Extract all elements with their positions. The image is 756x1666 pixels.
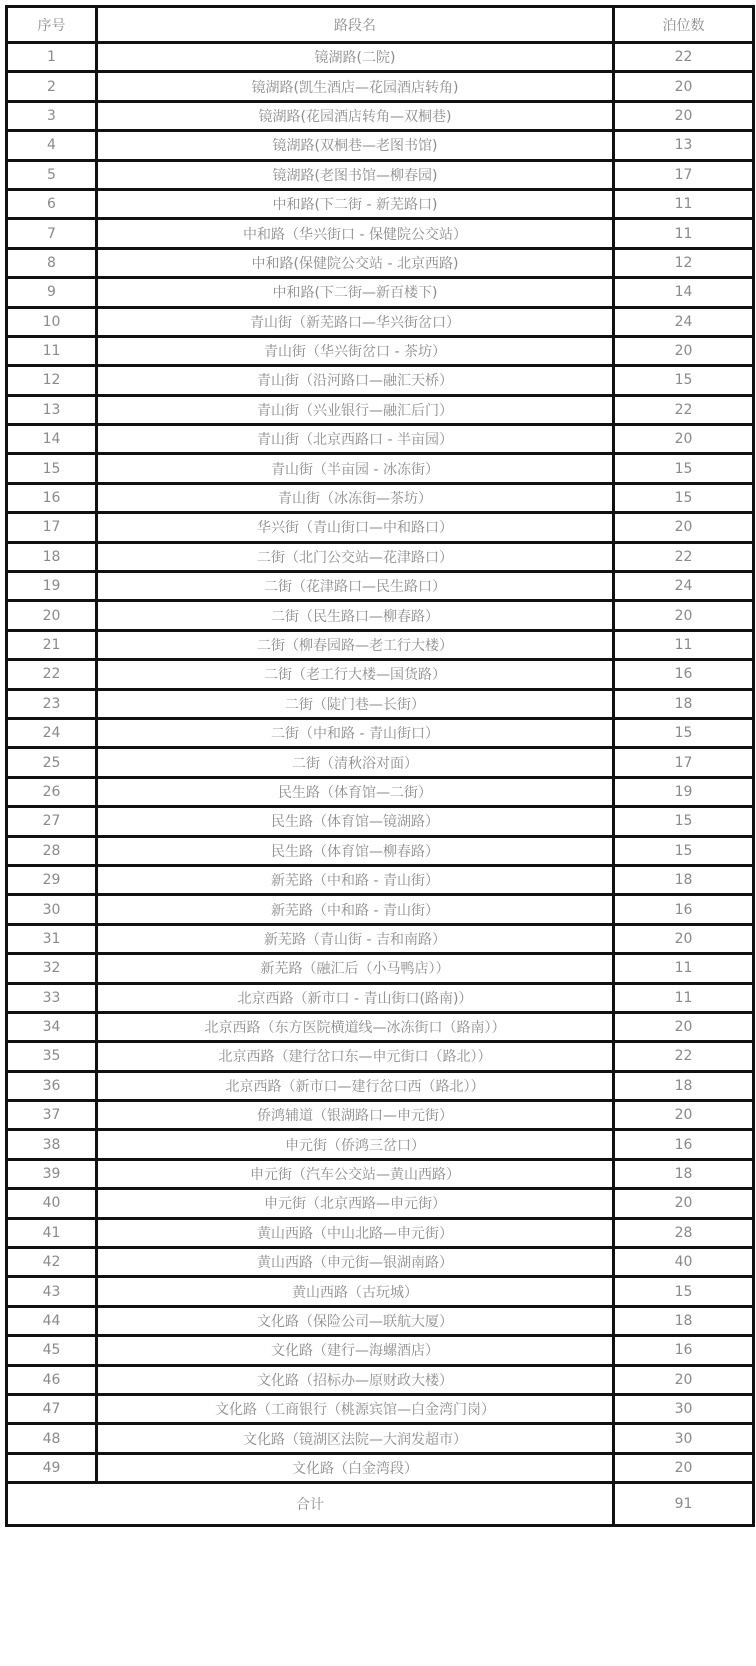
table-row (7, 983, 754, 1012)
row-road-name: 二街（清秋浴对面） (97, 748, 614, 777)
row-spaces: 11 (614, 983, 754, 1012)
row-road-name: 文化路（白金湾段） (97, 1453, 614, 1482)
row-index: 11 (7, 336, 97, 365)
row-index: 45 (7, 1336, 97, 1365)
row-index: 42 (7, 1248, 97, 1277)
table-row (7, 513, 754, 542)
row-road-name: 申元街（侨鸿三岔口） (97, 1130, 614, 1159)
row-spaces: 17 (614, 748, 754, 777)
row-index: 16 (7, 483, 97, 512)
row-road-name: 北京西路（东方医院横道线—冰冻街口（路南）） (97, 1012, 614, 1041)
row-road-name: 侨鸿辅道（银湖路口—申元街） (97, 1101, 614, 1130)
row-road-name: 中和路（华兴街口 - 保健院公交站） (97, 219, 614, 248)
row-road-name: 华兴街（青山街口—中和路口） (97, 513, 614, 542)
row-road-name: 青山街（新芜路口—华兴街岔口） (97, 307, 614, 336)
row-index: 28 (7, 836, 97, 865)
row-index: 31 (7, 924, 97, 953)
row-index: 21 (7, 630, 97, 659)
table-row (7, 336, 754, 365)
table-row (7, 542, 754, 571)
header-row (7, 7, 754, 43)
row-spaces: 20 (614, 924, 754, 953)
table-row (7, 1248, 754, 1277)
table-row (7, 689, 754, 718)
row-spaces: 20 (614, 425, 754, 454)
row-road-name: 文化路（建行—海螺酒店） (97, 1336, 614, 1365)
row-road-name: 二街（北门公交站—花津路口） (97, 542, 614, 571)
header-spaces: 泊位数 (614, 7, 754, 43)
row-spaces: 13 (614, 131, 754, 160)
table-row (7, 1189, 754, 1218)
row-spaces: 16 (614, 660, 754, 689)
header-index: 序号 (7, 7, 97, 43)
table-row (7, 601, 754, 630)
row-road-name: 新芜路（中和路 - 青山街） (97, 895, 614, 924)
table-row (7, 777, 754, 806)
row-road-name: 文化路（保险公司—联航大厦） (97, 1306, 614, 1335)
table-row (7, 454, 754, 483)
row-road-name: 青山街（沿河路口—融汇天桥） (97, 366, 614, 395)
row-index: 41 (7, 1218, 97, 1247)
row-index: 43 (7, 1277, 97, 1306)
row-road-name: 黄山西路（古玩城） (97, 1277, 614, 1306)
row-road-name: 青山街（北京西路口 - 半亩园） (97, 425, 614, 454)
row-road-name: 青山街（半亩园 - 冰冻街） (97, 454, 614, 483)
row-index: 19 (7, 572, 97, 601)
row-spaces: 18 (614, 1159, 754, 1188)
row-road-name: 二街（陡门巷—长街） (97, 689, 614, 718)
row-spaces: 15 (614, 807, 754, 836)
table-row (7, 101, 754, 130)
table-row (7, 1042, 754, 1071)
parking-spaces-table (5, 5, 755, 1527)
row-index: 8 (7, 248, 97, 277)
total-value: 91 (614, 1483, 754, 1526)
row-road-name: 新芜路（青山街 - 吉和南路） (97, 924, 614, 953)
table-row (7, 366, 754, 395)
row-spaces: 18 (614, 1071, 754, 1100)
row-index: 32 (7, 954, 97, 983)
table-row (7, 630, 754, 659)
row-spaces: 11 (614, 630, 754, 659)
table-row (7, 1012, 754, 1041)
row-spaces: 18 (614, 865, 754, 894)
row-index: 36 (7, 1071, 97, 1100)
row-index: 6 (7, 189, 97, 218)
row-index: 1 (7, 43, 97, 72)
row-index: 35 (7, 1042, 97, 1071)
row-spaces: 18 (614, 1306, 754, 1335)
table-row (7, 1394, 754, 1423)
row-road-name: 青山街（冰冻街—茶坊） (97, 483, 614, 512)
table-row (7, 807, 754, 836)
row-spaces: 30 (614, 1424, 754, 1453)
table-row (7, 395, 754, 424)
row-road-name: 文化路（工商银行（桃源宾馆—白金湾门岗） (97, 1394, 614, 1423)
row-road-name: 镜湖路(双桐巷—老图书馆) (97, 131, 614, 160)
table-row (7, 572, 754, 601)
table-row (7, 219, 754, 248)
row-index: 12 (7, 366, 97, 395)
table-row (7, 1306, 754, 1335)
row-spaces: 40 (614, 1248, 754, 1277)
row-index: 37 (7, 1101, 97, 1130)
row-road-name: 民生路（体育馆—柳春路） (97, 836, 614, 865)
row-index: 9 (7, 278, 97, 307)
row-spaces: 11 (614, 189, 754, 218)
row-index: 38 (7, 1130, 97, 1159)
row-spaces: 18 (614, 689, 754, 718)
row-index: 29 (7, 865, 97, 894)
table-row (7, 1159, 754, 1188)
row-road-name: 二街（民生路口—柳春路） (97, 601, 614, 630)
row-spaces: 15 (614, 1277, 754, 1306)
row-spaces: 24 (614, 572, 754, 601)
row-road-name: 镜湖路(老图书馆—柳春园) (97, 160, 614, 189)
row-index: 34 (7, 1012, 97, 1041)
row-spaces: 15 (614, 366, 754, 395)
row-spaces: 20 (614, 1453, 754, 1482)
row-road-name: 北京西路（新市口—建行岔口西（路北）） (97, 1071, 614, 1100)
row-index: 25 (7, 748, 97, 777)
row-road-name: 青山街（华兴街岔口 - 茶坊） (97, 336, 614, 365)
row-spaces: 20 (614, 101, 754, 130)
row-spaces: 20 (614, 336, 754, 365)
table-row (7, 278, 754, 307)
row-index: 44 (7, 1306, 97, 1335)
row-spaces: 22 (614, 1042, 754, 1071)
row-road-name: 镜湖路(花园酒店转角—双桐巷) (97, 101, 614, 130)
total-row (7, 1483, 754, 1526)
row-road-name: 文化路（招标办—原财政大楼） (97, 1365, 614, 1394)
row-road-name: 二街（柳春园路—老工行大楼） (97, 630, 614, 659)
row-index: 30 (7, 895, 97, 924)
row-road-name: 中和路(保健院公交站 - 北京西路) (97, 248, 614, 277)
row-road-name: 文化路（镜湖区法院—大润发超市） (97, 1424, 614, 1453)
row-road-name: 新芜路（中和路 - 青山街） (97, 865, 614, 894)
table-row (7, 1277, 754, 1306)
row-road-name: 民生路（体育馆—镜湖路） (97, 807, 614, 836)
row-spaces: 20 (614, 1101, 754, 1130)
total-label: 合计 (7, 1483, 614, 1526)
row-spaces: 15 (614, 483, 754, 512)
row-road-name: 中和路(下二街—新百楼下) (97, 278, 614, 307)
table-row (7, 160, 754, 189)
row-index: 40 (7, 1189, 97, 1218)
row-index: 26 (7, 777, 97, 806)
row-index: 33 (7, 983, 97, 1012)
row-spaces: 24 (614, 307, 754, 336)
header-road-name: 路段名 (97, 7, 614, 43)
table-row (7, 1101, 754, 1130)
row-road-name: 申元街（北京西路—申元街） (97, 1189, 614, 1218)
table-row (7, 1218, 754, 1247)
row-index: 15 (7, 454, 97, 483)
table-row (7, 189, 754, 218)
row-spaces: 22 (614, 542, 754, 571)
row-spaces: 20 (614, 1365, 754, 1394)
table-row (7, 1424, 754, 1453)
row-spaces: 14 (614, 278, 754, 307)
table-row (7, 836, 754, 865)
table-row (7, 483, 754, 512)
row-road-name: 申元街（汽车公交站—黄山西路） (97, 1159, 614, 1188)
table-row (7, 895, 754, 924)
row-index: 46 (7, 1365, 97, 1394)
row-spaces: 28 (614, 1218, 754, 1247)
row-index: 18 (7, 542, 97, 571)
row-road-name: 中和路(下二街 - 新芜路口) (97, 189, 614, 218)
row-index: 39 (7, 1159, 97, 1188)
row-spaces: 16 (614, 1336, 754, 1365)
row-index: 2 (7, 72, 97, 101)
row-road-name: 青山街（兴业银行—融汇后门） (97, 395, 614, 424)
row-spaces: 11 (614, 954, 754, 983)
row-spaces: 15 (614, 454, 754, 483)
row-spaces: 20 (614, 1189, 754, 1218)
table-row (7, 660, 754, 689)
row-spaces: 20 (614, 601, 754, 630)
row-spaces: 16 (614, 895, 754, 924)
table-row (7, 865, 754, 894)
table-row (7, 248, 754, 277)
table-row (7, 425, 754, 454)
row-spaces: 30 (614, 1394, 754, 1423)
row-index: 14 (7, 425, 97, 454)
table-row (7, 131, 754, 160)
row-spaces: 11 (614, 219, 754, 248)
table-row (7, 1365, 754, 1394)
row-spaces: 15 (614, 718, 754, 747)
row-index: 22 (7, 660, 97, 689)
row-spaces: 22 (614, 395, 754, 424)
table-row (7, 748, 754, 777)
row-spaces: 20 (614, 513, 754, 542)
row-road-name: 黄山西路（申元街—银湖南路） (97, 1248, 614, 1277)
row-road-name: 二街（花津路口—民生路口） (97, 572, 614, 601)
row-road-name: 北京西路（建行岔口东—申元街口（路北）） (97, 1042, 614, 1071)
table-row (7, 1453, 754, 1482)
table-row (7, 43, 754, 72)
table-row (7, 307, 754, 336)
table-row (7, 1130, 754, 1159)
row-index: 23 (7, 689, 97, 718)
row-index: 5 (7, 160, 97, 189)
row-index: 7 (7, 219, 97, 248)
row-index: 17 (7, 513, 97, 542)
row-index: 47 (7, 1394, 97, 1423)
row-spaces: 20 (614, 1012, 754, 1041)
row-spaces: 16 (614, 1130, 754, 1159)
row-road-name: 北京西路（新市口 - 青山街口(路南)） (97, 983, 614, 1012)
row-spaces: 22 (614, 43, 754, 72)
row-road-name: 镜湖路(凯生酒店—花园酒店转角) (97, 72, 614, 101)
row-index: 3 (7, 101, 97, 130)
row-road-name: 二街（老工行大楼—国货路） (97, 660, 614, 689)
row-road-name: 新芜路（融汇后（小马鸭店）） (97, 954, 614, 983)
row-spaces: 17 (614, 160, 754, 189)
table-row (7, 924, 754, 953)
row-road-name: 二街（中和路 - 青山街口） (97, 718, 614, 747)
row-spaces: 20 (614, 72, 754, 101)
row-index: 48 (7, 1424, 97, 1453)
table-row (7, 718, 754, 747)
row-index: 27 (7, 807, 97, 836)
table-row (7, 72, 754, 101)
row-road-name: 黄山西路（中山北路—申元街） (97, 1218, 614, 1247)
row-spaces: 15 (614, 836, 754, 865)
row-index: 10 (7, 307, 97, 336)
row-index: 4 (7, 131, 97, 160)
row-index: 24 (7, 718, 97, 747)
row-index: 20 (7, 601, 97, 630)
table-row (7, 1071, 754, 1100)
row-spaces: 12 (614, 248, 754, 277)
table-row (7, 1336, 754, 1365)
table-row (7, 954, 754, 983)
row-index: 13 (7, 395, 97, 424)
row-road-name: 镜湖路(二院) (97, 43, 614, 72)
row-road-name: 民生路（体育馆—二街） (97, 777, 614, 806)
row-spaces: 19 (614, 777, 754, 806)
row-index: 49 (7, 1453, 97, 1482)
